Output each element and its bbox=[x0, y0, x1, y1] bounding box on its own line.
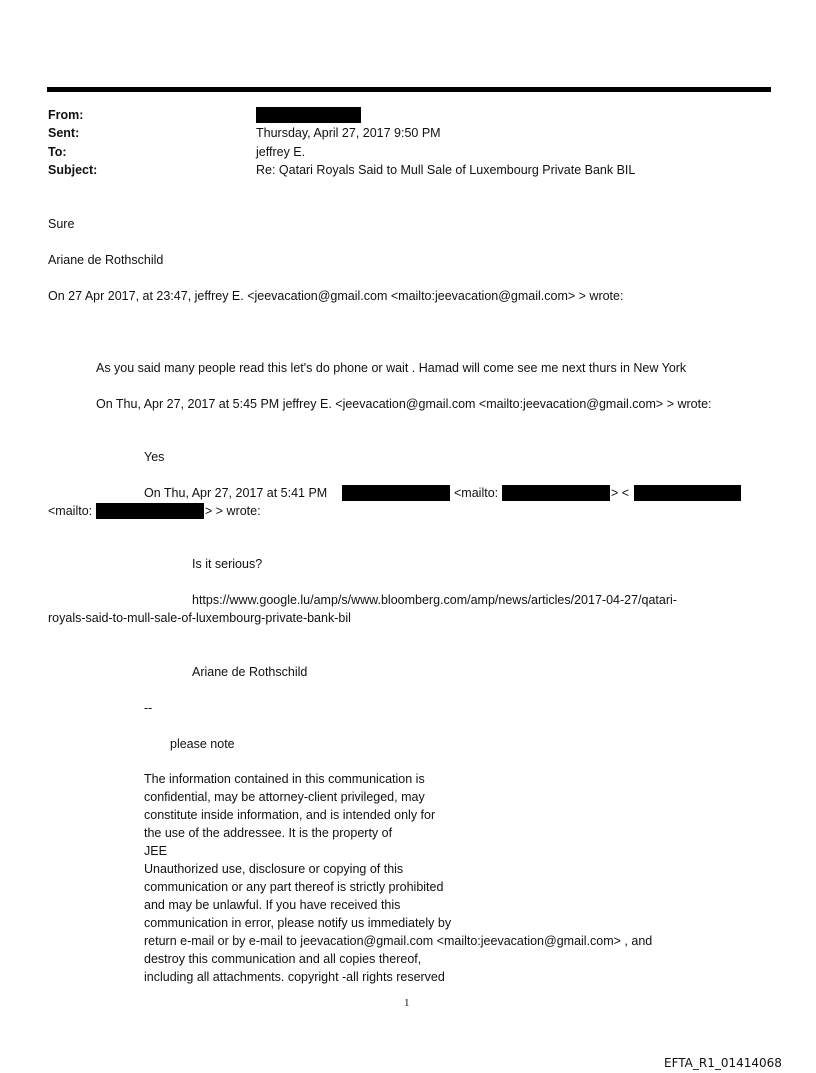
disclaimer-line: constitute inside information, and is intended only for bbox=[144, 808, 436, 822]
to-label: To: bbox=[48, 145, 67, 159]
article-link-line2[interactable]: royals-said-to-mull-sale-of-luxembourg-private-bank-bil bbox=[48, 611, 351, 625]
quote3-bracket: > < bbox=[611, 486, 630, 500]
redacted-recipient-mailto bbox=[96, 503, 204, 519]
disclaimer-line: confidential, may be attorney-client privileged, may bbox=[144, 790, 425, 804]
sent-value: Thursday, April 27, 2017 9:50 PM bbox=[256, 126, 441, 140]
signature-separator: -- bbox=[144, 701, 153, 715]
page-number: 1 bbox=[404, 997, 410, 1009]
reply-text: Sure bbox=[48, 217, 75, 231]
subject-value: Re: Qatari Royals Said to Mull Sale of Luxembourg Private Bank BIL bbox=[256, 163, 636, 177]
quote2-text: Yes bbox=[144, 450, 165, 464]
quote3-wrote: > > wrote: bbox=[205, 504, 261, 518]
document-id: EFTA_R1_01414068 bbox=[664, 1056, 782, 1070]
quote3-line2-mailto: <mailto: bbox=[48, 504, 93, 518]
redacted-recipient-email bbox=[634, 485, 741, 501]
redacted-from bbox=[256, 107, 361, 123]
disclaimer-line: Unauthorized use, disclosure or copying of this bbox=[144, 862, 404, 876]
quote2-header: On Thu, Apr 27, 2017 at 5:45 PM jeffrey E. <jeevacation@gmail.com <mailto:jeevacation@gmail.com> > wrote: bbox=[96, 397, 712, 411]
sent-label: Sent: bbox=[48, 126, 80, 140]
subject-label: Subject: bbox=[48, 163, 98, 177]
quote3-header-start: On Thu, Apr 27, 2017 at 5:41 PM bbox=[144, 486, 328, 500]
disclaimer-line: and may be unlawful. If you have received this bbox=[144, 898, 401, 912]
signature: Ariane de Rothschild bbox=[48, 253, 164, 267]
quote3-mailto: <mailto: bbox=[454, 486, 499, 500]
disclaimer-line: return e-mail or by e-mail to jeevacation@gmail.com <mailto:jeevacation@gmail.com> , and bbox=[144, 934, 653, 948]
disclaimer-line: destroy this communication and all copies thereof, bbox=[144, 952, 422, 966]
header-rule bbox=[47, 87, 771, 92]
quote3-question: Is it serious? bbox=[192, 557, 263, 571]
disclaimer-line: The information contained in this communication is bbox=[144, 772, 425, 786]
from-label: From: bbox=[48, 108, 84, 122]
quote1-header: On 27 Apr 2017, at 23:47, jeffrey E. <jeevacation@gmail.com <mailto:jeevacation@gmail.com> > wrote: bbox=[48, 289, 624, 303]
redacted-sender-email bbox=[502, 485, 610, 501]
disclaimer-line: communication in error, please notify us immediately by bbox=[144, 916, 452, 930]
disclaimer-line: the use of the addressee. It is the property of bbox=[144, 826, 393, 840]
quote3-signature: Ariane de Rothschild bbox=[192, 665, 308, 679]
disclaimer-line: JEE bbox=[144, 844, 167, 858]
article-link-line1[interactable]: https://www.google.lu/amp/s/www.bloomberg.com/amp/news/articles/2017-04-27/qatari- bbox=[192, 593, 677, 607]
please-note: please note bbox=[170, 737, 235, 751]
disclaimer-line: communication or any part thereof is strictly prohibited bbox=[144, 880, 444, 894]
redacted-sender-name bbox=[342, 485, 450, 501]
quote1-text: As you said many people read this let's do phone or wait . Hamad will come see me next thurs in New York bbox=[96, 361, 687, 375]
to-value: jeffrey E. bbox=[256, 145, 306, 159]
disclaimer-line: including all attachments. copyright -all rights reserved bbox=[144, 970, 445, 984]
